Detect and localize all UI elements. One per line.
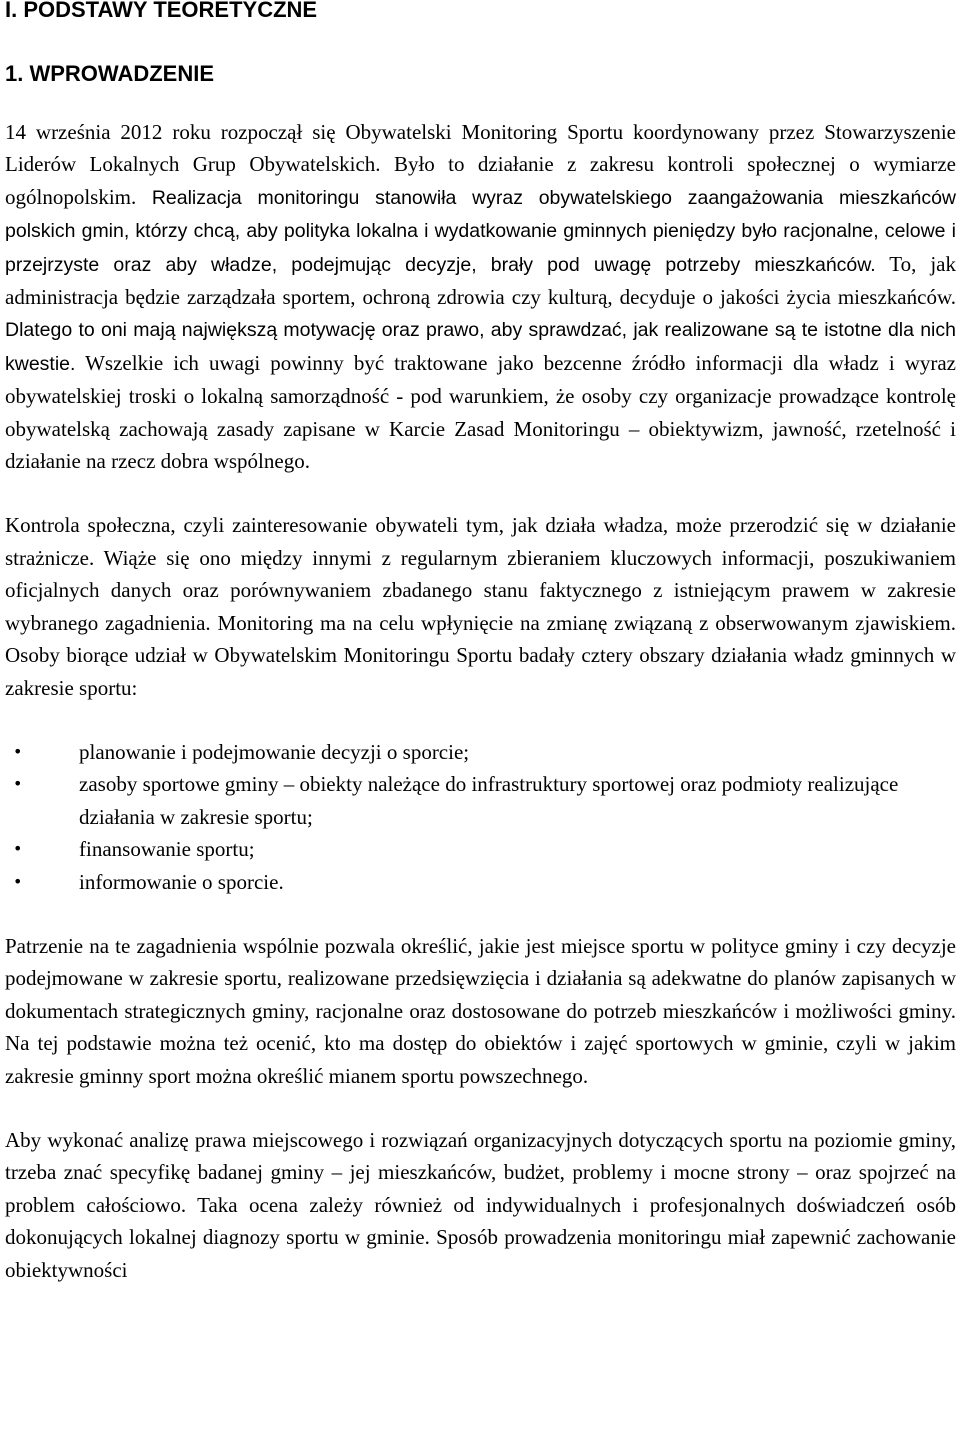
bullet-icon: • [13, 839, 23, 859]
monitoring-areas-list [5, 736, 956, 898]
bullet-icon: • [13, 774, 23, 794]
list-item-text: finansowanie sportu; [79, 837, 255, 862]
paragraph-intro-sentence-1: 14 września 2012 roku rozpoczął się Obywatelski Monitoring Sportu koordynowany przez Stowarzyszenie Liderów Lokalnych Grup Obywatelskich. Było to działanie z zakresu kontroli społecznej o wymiarze ogólnopolskim. [5, 120, 956, 209]
paragraph-intro-sentence-2: Realizacja monitoringu stanowiła wyraz obywatelskiego zaangażowania mieszkańców polskich gmin, którzy chcą, aby polityka lokalna i wydatkowanie gminnych pieniędzy było racjonalne, celowe i przejrzyste oraz aby władze, podejmując decyzje, brały pod uwagę potrzeby mieszkańców. [5, 186, 956, 276]
document-body [5, 116, 956, 1286]
list-item [5, 866, 956, 898]
list-item-text: zasoby sportowe gminy – obiekty należące do infrastruktury sportowej oraz podmioty realizujące działania w zakresie sportu; [79, 772, 899, 829]
bullet-icon: • [13, 871, 23, 891]
paragraph-policy: Patrzenie na te zagadnienia wspólnie pozwala określić, jakie jest miejsce sportu w polityce gminy i czy decyzje podejmowane w zakresie sportu, realizowane przedsięwzięcia i działania są adekwatne do planów zapisanych w dokumentach strategicznych gminy, racjonalne oraz dostosowane do potrzeb mieszkańców i możliwości gminy. Na tej podstawie można też ocenić, kto ma dostęp do obiektów i zajęć sportowych w gminie, czyli w jakim zakresie gminny sport można określić mianem sportu powszechnego. [5, 933, 956, 1088]
list-item [5, 768, 956, 833]
paragraph-analysis: Aby wykonać analizę prawa miejscowego i rozwiązań organizacyjnych dotyczących sportu na poziomie gminy, trzeba znać specyfikę badanej gminy – jej mieszkańców, budżet, problemy i mocne strony – oraz spojrzeć na problem całościowo. Taka ocena zależy również od indywidualnych i profesjonalnych doświadczeń osób dokonujących lokalnej diagnozy sportu w gminie. Sposób prowadzenia monitoringu miał zapewnić zachowanie obiektywności [5, 1127, 956, 1282]
paragraph-intro [5, 116, 956, 477]
bullet-icon: • [13, 741, 23, 761]
paragraph-intro-sentence-5: Wszelkie ich uwagi powinny być traktowane jako bezcenne źródło informacji dla władz i wyraz obywatelskiej troski o lokalną samorządność - pod warunkiem, że osoby czy organizacje prowadzące kontrolę obywatelską zachowają zasady zapisane w Karcie Zasad Monitoringu – obiektywizm, jawność, rzetelność i działanie na rzecz dobra wspólnego. [5, 350, 956, 474]
list-item [5, 736, 956, 768]
list-item [5, 833, 956, 865]
paragraph-social-control: Kontrola społeczna, czyli zainteresowanie obywateli tym, jak działa władza, może przerodzić się w działanie strażnicze. Wiąże się ono między innymi z regularnym zbieraniem kluczowych informacji, poszukiwaniem oficjalnych danych oraz porównywaniem zbadanego stanu faktycznego z istniejącym prawem w zakresie wybranego zagadnienia. Monitoring ma na celu wpłynięcie na zmianę związaną z obserwowanym zjawiskiem. Osoby biorące udział w Obywatelskim Monitoringu Sportu badały cztery obszary działania władz gminnych w zakresie sportu: [5, 513, 956, 700]
section-heading: 1. WPROWADZENIE [5, 61, 215, 86]
list-item-text: informowanie o sporcie. [79, 869, 284, 894]
chapter-heading: I. PODSTAWY TEORETYCZNE [5, 0, 318, 22]
paragraph-intro-sentence-3: To, jak administracja będzie zarządzała sportem, ochroną zdrowia czy kulturą, decyduje o jakości życia mieszkańców. [5, 251, 957, 310]
list-item-text: planowanie i podejmowanie decyzji o sporcie; [79, 739, 470, 764]
paragraph-intro-sentence-4: Dlatego to oni mają największą motywację oraz prawo, aby sprawdzać, jak realizowane są te istotne dla nich kwestie. [5, 319, 956, 375]
